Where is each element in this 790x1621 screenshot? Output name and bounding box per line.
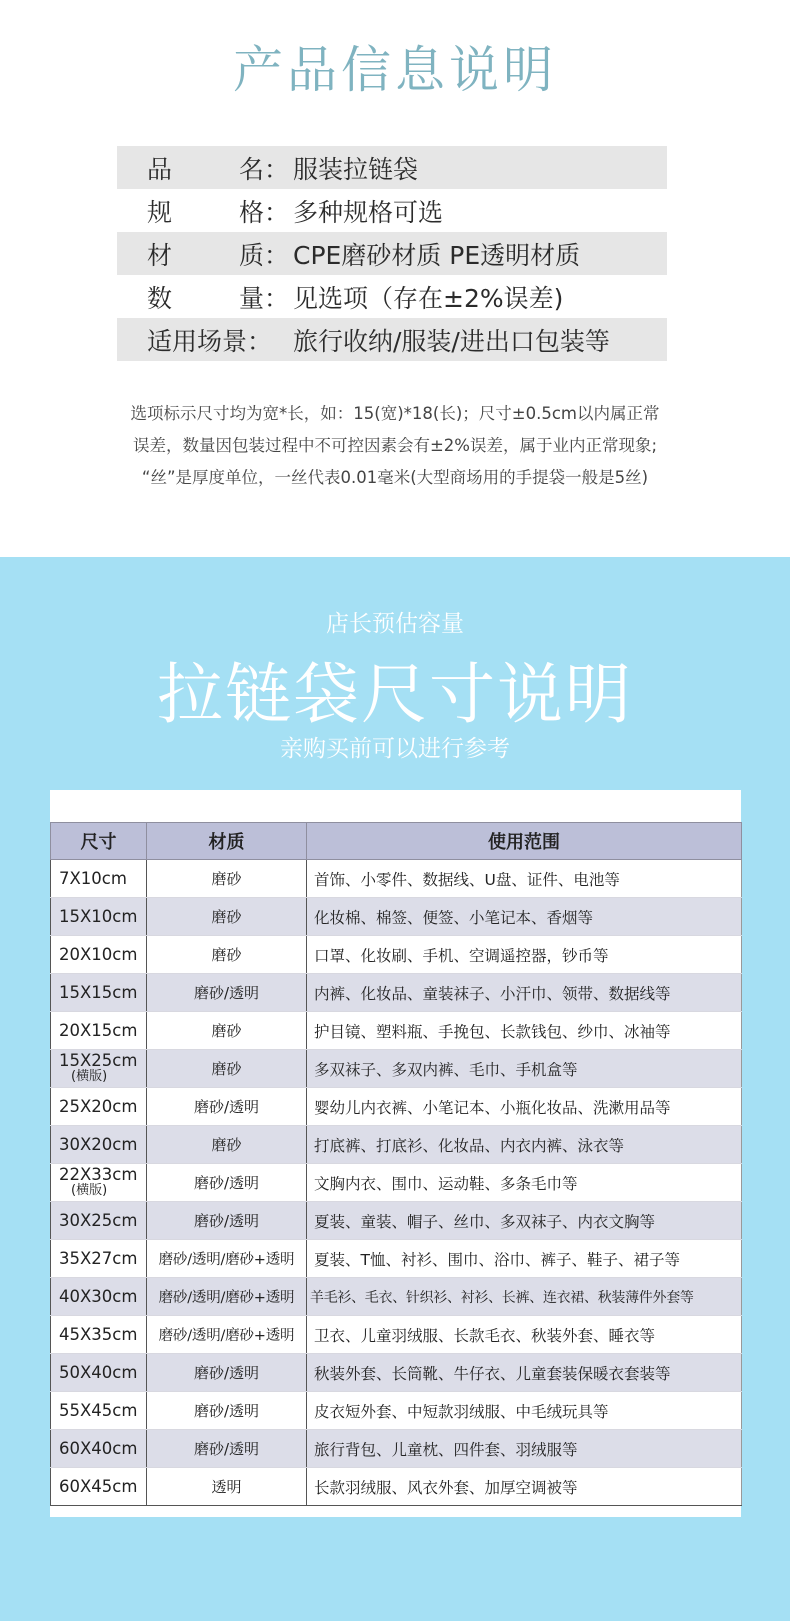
usage-cell: 首饰、小零件、数据线、U盘、证件、电池等 (307, 860, 742, 898)
table-row (51, 1278, 742, 1316)
size-value: 15X15cm (59, 982, 138, 1002)
usage-cell: 护目镜、塑料瓶、手挽包、长款钱包、纱巾、冰袖等 (307, 1012, 742, 1050)
usage-cell: 夏装、T恤、衬衫、围巾、浴巾、裤子、鞋子、裙子等 (307, 1240, 742, 1278)
table-row (51, 1088, 742, 1126)
size-cell (51, 898, 147, 936)
material-cell: 磨砂/透明 (147, 1392, 307, 1430)
table-row (51, 1468, 742, 1506)
note-line: 误差，数量因包装过程中不可控因素会有±2%误差，属于业内正常现象; (132, 436, 658, 455)
product-info-section (0, 0, 790, 557)
note-line: 选项标示尺寸均为宽*长，如：15(宽)*18(长)；尺寸±0.5cm以内属正常 (130, 404, 660, 423)
material-cell: 磨砂 (147, 1050, 307, 1088)
info-key-char: 数 (147, 283, 173, 313)
material-cell: 磨砂/透明 (147, 1088, 307, 1126)
material-cell: 磨砂/透明/磨砂+透明 (147, 1316, 307, 1354)
size-cell (51, 1050, 147, 1088)
table-row (51, 1354, 742, 1392)
info-row (117, 232, 667, 275)
size-value: 50X40cm (59, 1362, 138, 1382)
size-cell (51, 1354, 147, 1392)
table-row (51, 1012, 742, 1050)
info-key-sep: ： (263, 154, 289, 184)
table-row (51, 898, 742, 936)
info-value: 旅行收纳/服装/进出口包装等 (293, 326, 610, 356)
material-cell: 磨砂 (147, 1126, 307, 1164)
material-cell: 磨砂/透明 (147, 1430, 307, 1468)
material-cell: 磨砂/透明 (147, 974, 307, 1012)
header-usage: 使用范围 (307, 823, 742, 860)
size-value: 55X45cm (59, 1400, 138, 1420)
info-key-char: 品 (147, 154, 173, 184)
info-key-end (239, 279, 289, 315)
size-cell (51, 1430, 147, 1468)
notes-block (0, 398, 790, 494)
table-row (51, 1164, 742, 1202)
size-cell (51, 974, 147, 1012)
info-key-char: 名 (238, 154, 264, 184)
size-value: 25X20cm (59, 1096, 138, 1116)
size-cell (51, 1468, 147, 1506)
size-cell (51, 1392, 147, 1430)
info-key-sep: ： (247, 326, 273, 356)
header-material: 材质 (147, 823, 307, 860)
info-key-char: 规 (147, 197, 173, 227)
info-key (117, 322, 289, 358)
info-value: 服装拉链袋 (293, 154, 419, 184)
info-row (117, 146, 667, 189)
size-cell (51, 1164, 147, 1202)
size-cell (51, 1012, 147, 1050)
info-key (117, 193, 289, 229)
table-row (51, 1430, 742, 1468)
size-cell (51, 1202, 147, 1240)
material-cell: 磨砂/透明 (147, 1354, 307, 1392)
info-key-end (239, 150, 289, 186)
material-cell: 磨砂/透明 (147, 1164, 307, 1202)
info-row (117, 318, 667, 361)
size-pre-title: 店长预估容量 (326, 611, 464, 637)
info-key-end (239, 193, 289, 229)
info-key-char: 质 (238, 240, 264, 270)
size-value: 22X33cm (59, 1164, 138, 1184)
size-section (0, 557, 790, 1621)
info-row (117, 189, 667, 232)
material-cell: 磨砂/透明/磨砂+透明 (147, 1278, 307, 1316)
size-value: 35X27cm (59, 1248, 138, 1268)
material-cell: 磨砂 (147, 936, 307, 974)
size-note: (横版) (71, 1182, 108, 1198)
info-key-sep: ： (263, 240, 289, 270)
table-body (51, 860, 742, 1506)
usage-cell: 口罩、化妆刷、手机、空调遥控器，钞币等 (307, 936, 742, 974)
note-line: “丝”是厚度单位，一丝代表0.01毫米(大型商场用的手提袋一般是5丝) (141, 468, 649, 487)
usage-cell: 打底裤、打底衫、化妆品、内衣内裤、泳衣等 (307, 1126, 742, 1164)
info-key (117, 150, 289, 186)
size-cell (51, 1088, 147, 1126)
size-value: 15X10cm (59, 906, 138, 926)
product-info-list (117, 146, 667, 361)
material-cell: 磨砂 (147, 860, 307, 898)
material-cell: 磨砂 (147, 898, 307, 936)
size-cell (51, 1126, 147, 1164)
size-cell (51, 1278, 147, 1316)
info-key-char: 材 (147, 240, 173, 270)
size-value: 45X35cm (59, 1324, 138, 1344)
info-value: CPE磨砂材质 PE透明材质 (293, 240, 581, 270)
size-cell (51, 1240, 147, 1278)
table-row (51, 860, 742, 898)
size-value: 7X10cm (59, 868, 127, 888)
table-row (51, 1240, 742, 1278)
table-header-row (51, 823, 742, 860)
size-value: 60X45cm (59, 1476, 138, 1496)
size-subtitle: 亲购买前可以进行参考 (280, 736, 510, 762)
size-value: 40X30cm (59, 1286, 138, 1306)
usage-cell: 皮衣短外套、中短款羽绒服、中毛绒玩具等 (307, 1392, 742, 1430)
usage-cell: 多双袜子、多双内裤、毛巾、手机盒等 (307, 1050, 742, 1088)
usage-cell: 婴幼儿内衣裤、小笔记本、小瓶化妆品、洗漱用品等 (307, 1088, 742, 1126)
size-value: 20X15cm (59, 1020, 138, 1040)
info-key-char: 量 (238, 283, 264, 313)
size-value: 15X25cm (59, 1050, 138, 1070)
size-table (50, 822, 742, 1506)
table-row (51, 1202, 742, 1240)
material-cell: 磨砂/透明 (147, 1202, 307, 1240)
info-key-sep: ： (263, 283, 289, 313)
usage-cell: 长款羽绒服、风衣外套、加厚空调被等 (307, 1468, 742, 1506)
info-value: 见选项（存在±2%误差) (293, 283, 564, 313)
info-key (117, 236, 289, 272)
usage-cell: 夏装、童装、帽子、丝巾、多双袜子、内衣文胸等 (307, 1202, 742, 1240)
info-row (117, 275, 667, 318)
usage-cell: 旅行背包、儿童枕、四件套、羽绒服等 (307, 1430, 742, 1468)
size-title: 拉链袋尺寸说明 (157, 656, 633, 733)
info-key-char: 格 (238, 197, 264, 227)
usage-cell: 文胸内衣、围巾、运动鞋、多条毛巾等 (307, 1164, 742, 1202)
size-table-card (50, 790, 741, 1517)
size-cell (51, 1316, 147, 1354)
info-key-label: 适用场景 (147, 326, 248, 356)
product-info-title: 产品信息说明 (233, 41, 557, 99)
size-note: (横版) (71, 1068, 108, 1084)
size-value: 30X20cm (59, 1134, 138, 1154)
material-cell: 透明 (147, 1468, 307, 1506)
info-key-sep: ： (263, 197, 289, 227)
table-row (51, 936, 742, 974)
info-value: 多种规格可选 (293, 197, 444, 227)
table-row (51, 1392, 742, 1430)
info-key (117, 279, 289, 315)
info-key-end (239, 236, 289, 272)
size-value: 20X10cm (59, 944, 138, 964)
table-row (51, 1316, 742, 1354)
header-size: 尺寸 (51, 823, 147, 860)
size-cell (51, 936, 147, 974)
size-value: 60X40cm (59, 1438, 138, 1458)
material-cell: 磨砂/透明/磨砂+透明 (147, 1240, 307, 1278)
size-cell (51, 860, 147, 898)
usage-cell: 秋装外套、长筒靴、牛仔衣、儿童套装保暖衣套装等 (307, 1354, 742, 1392)
table-row (51, 974, 742, 1012)
size-value: 30X25cm (59, 1210, 138, 1230)
table-row (51, 1050, 742, 1088)
usage-cell: 内裤、化妆品、童装袜子、小汗巾、领带、数据线等 (307, 974, 742, 1012)
material-cell: 磨砂 (147, 1012, 307, 1050)
table-row (51, 1126, 742, 1164)
usage-cell: 卫衣、儿童羽绒服、长款毛衣、秋装外套、睡衣等 (307, 1316, 742, 1354)
usage-cell: 化妆棉、棉签、便签、小笔记本、香烟等 (307, 898, 742, 936)
usage-cell: 羊毛衫、毛衣、针织衫、衬衫、长裤、连衣裙、秋装薄件外套等 (307, 1278, 742, 1316)
